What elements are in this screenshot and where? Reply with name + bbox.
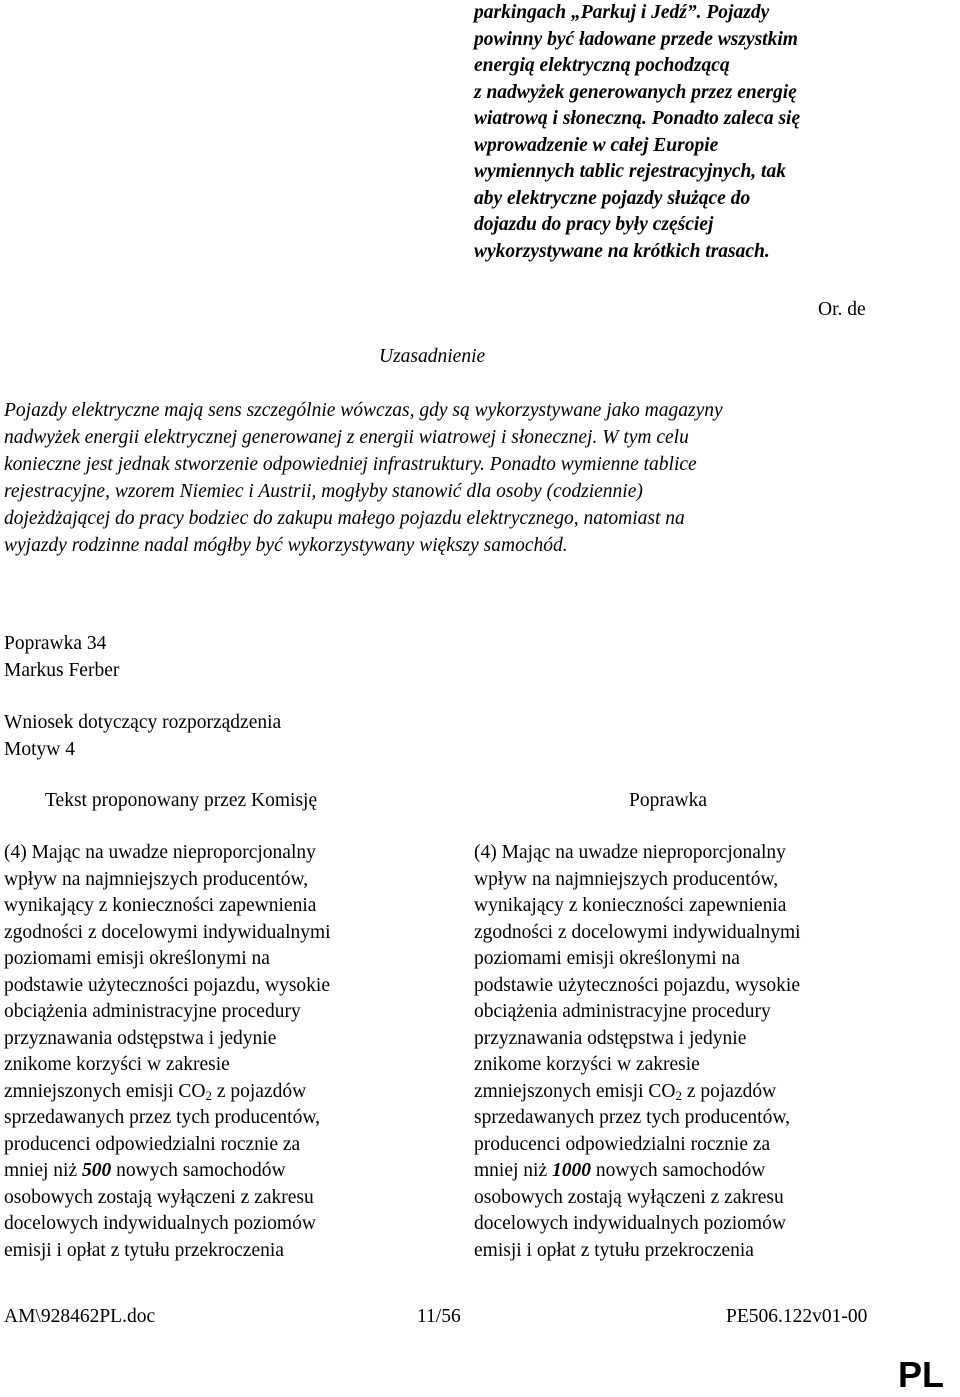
text-line: konieczne jest jednak stworzenie odpowiedniej infrastruktury. Ponadto wymienne tablice — [4, 454, 697, 475]
text-line: (4) Mając na uwadze nieproporcjonalny — [4, 842, 316, 863]
text-line: wpływ na najmniejszych producentów, — [4, 868, 309, 890]
text-line: dojazdu do pracy były częściej — [474, 214, 714, 235]
co2-prefix: zmniejszonych emisji CO — [4, 1080, 206, 1102]
text-line: docelowych indywidualnych poziomów — [4, 1213, 316, 1234]
text-line: poziomami emisji określonymi na — [474, 948, 740, 969]
text-line: znikome korzyści w zakresie — [4, 1054, 230, 1075]
threshold-suffix: nowych samochodów — [111, 1160, 286, 1181]
text-line: emisji i opłat z tytułu przekroczenia — [474, 1239, 754, 1261]
text-line: aby elektryczne pojazdy służące do — [474, 187, 751, 209]
text-line: docelowych indywidualnych poziomów — [474, 1213, 786, 1234]
text-line: powinny być ładowane przede wszystkim — [474, 28, 798, 50]
threshold-prefix: mniej niż — [4, 1160, 82, 1181]
text-line: z nadwyżek generowanych przez energię — [474, 81, 797, 103]
text-line: obciążenia administracyjne procedury — [4, 1001, 301, 1022]
text-line: wynikający z konieczności zapewnienia — [474, 895, 787, 916]
text-line: wynikający z konieczności zapewnienia — [4, 895, 317, 916]
original-language-label: Or. de — [818, 299, 866, 320]
text-line: obciążenia administracyjne procedury — [474, 1001, 771, 1022]
text-line: energią elektryczną pochodzącą — [474, 55, 730, 76]
text-line: parkingach „Parkuj i Jedź”. Pojazdy — [474, 2, 770, 23]
footer-document-reference: AM\928462PL.doc — [4, 1306, 156, 1327]
proposal-header — [4, 709, 281, 763]
text-line: poziomami emisji określonymi na — [4, 948, 270, 969]
text-line: wymiennych tablic rejestracyjnych, tak — [474, 161, 786, 182]
text-line: emisji i opłat z tytułu przekroczenia — [4, 1239, 284, 1261]
text-line: nadwyżek energii elektrycznej generowanej z energii wiatrowej i słonecznej. W tym celu — [4, 427, 689, 448]
threshold-prefix: mniej niż — [474, 1160, 552, 1181]
justification-title: Uzasadnienie — [379, 346, 486, 367]
amendment-header — [4, 630, 119, 684]
text-line-co2 — [4, 1079, 404, 1106]
text-line-threshold — [474, 1158, 874, 1185]
co2-subscript: 2 — [205, 1087, 212, 1103]
text-line-threshold — [4, 1158, 404, 1185]
text-line: rejestracyjne, wzorem Niemiec i Austrii, mogłyby stanowić dla osoby (codziennie) — [4, 481, 643, 502]
amendment-author: Markus Ferber — [4, 660, 120, 681]
justification-body — [4, 397, 854, 559]
co2-prefix: zmniejszonych emisji CO — [474, 1080, 676, 1102]
text-line-co2 — [474, 1079, 874, 1106]
text-line: producenci odpowiedzialni rocznie za — [474, 1133, 771, 1155]
text-line: Pojazdy elektryczne mają sens szczególnie wówczas, gdy są wykorzystywane jako magazyny — [4, 400, 723, 421]
text-line: podstawie użyteczności pojazdu, wysokie — [4, 974, 330, 996]
amendment-column-title: Poprawka — [629, 790, 707, 811]
text-line: sprzedawanych przez tych producentów, — [474, 1107, 791, 1128]
continued-justification-text — [474, 0, 874, 265]
text-line: (4) Mając na uwadze nieproporcjonalny — [474, 842, 786, 863]
text-line: przyznawania odstępstwa i jedynie — [4, 1027, 277, 1049]
text-line: zgodności z docelowymi indywidualnymi — [4, 921, 331, 943]
proposal-title: Wniosek dotyczący rozporządzenia — [4, 712, 282, 733]
text-line: przyznawania odstępstwa i jedynie — [474, 1027, 747, 1049]
text-line: wyjazdy rodzinne nadal mógłby być wykorzystywany większy samochód. — [4, 535, 568, 556]
text-line: osobowych zostają wyłączeni z zakresu — [474, 1186, 784, 1208]
co2-subscript: 2 — [675, 1087, 682, 1103]
amendment-text-column — [474, 840, 874, 1264]
amendment-number: Poprawka 34 — [4, 633, 107, 654]
text-line: osobowych zostają wyłączeni z zakresu — [4, 1186, 314, 1208]
text-line: wiatrową i słoneczną. Ponadto zaleca się — [474, 108, 801, 129]
text-line: sprzedawanych przez tych producentów, — [4, 1107, 321, 1128]
footer-pe-reference: PE506.122v01-00 — [726, 1306, 868, 1327]
text-line: wpływ na najmniejszych producentów, — [474, 868, 779, 890]
text-line: dojeżdżającej do pracy bodziec do zakupu małego pojazdu elektrycznego, natomiast na — [4, 508, 685, 529]
threshold-value-commission: 500 — [81, 1160, 112, 1181]
text-line: producenci odpowiedzialni rocznie za — [4, 1133, 301, 1155]
co2-suffix: z pojazdów — [681, 1080, 777, 1102]
commission-text-column-title: Tekst proponowany przez Komisję — [45, 790, 318, 811]
language-code: PL — [898, 1354, 945, 1395]
recital-number: Motyw 4 — [4, 739, 75, 760]
text-line: zgodności z docelowymi indywidualnymi — [474, 921, 801, 943]
text-line: podstawie użyteczności pojazdu, wysokie — [474, 974, 800, 996]
threshold-suffix: nowych samochodów — [590, 1160, 766, 1181]
text-line: wykorzystywane na krótkich trasach. — [474, 240, 770, 262]
footer-page-number: 11/56 — [417, 1306, 461, 1327]
co2-suffix: z pojazdów — [211, 1080, 307, 1102]
commission-text-column — [4, 840, 404, 1264]
text-line: znikome korzyści w zakresie — [474, 1054, 700, 1075]
threshold-value-amendment: 1000 — [551, 1160, 591, 1181]
text-line: wprowadzenie w całej Europie — [474, 134, 719, 156]
